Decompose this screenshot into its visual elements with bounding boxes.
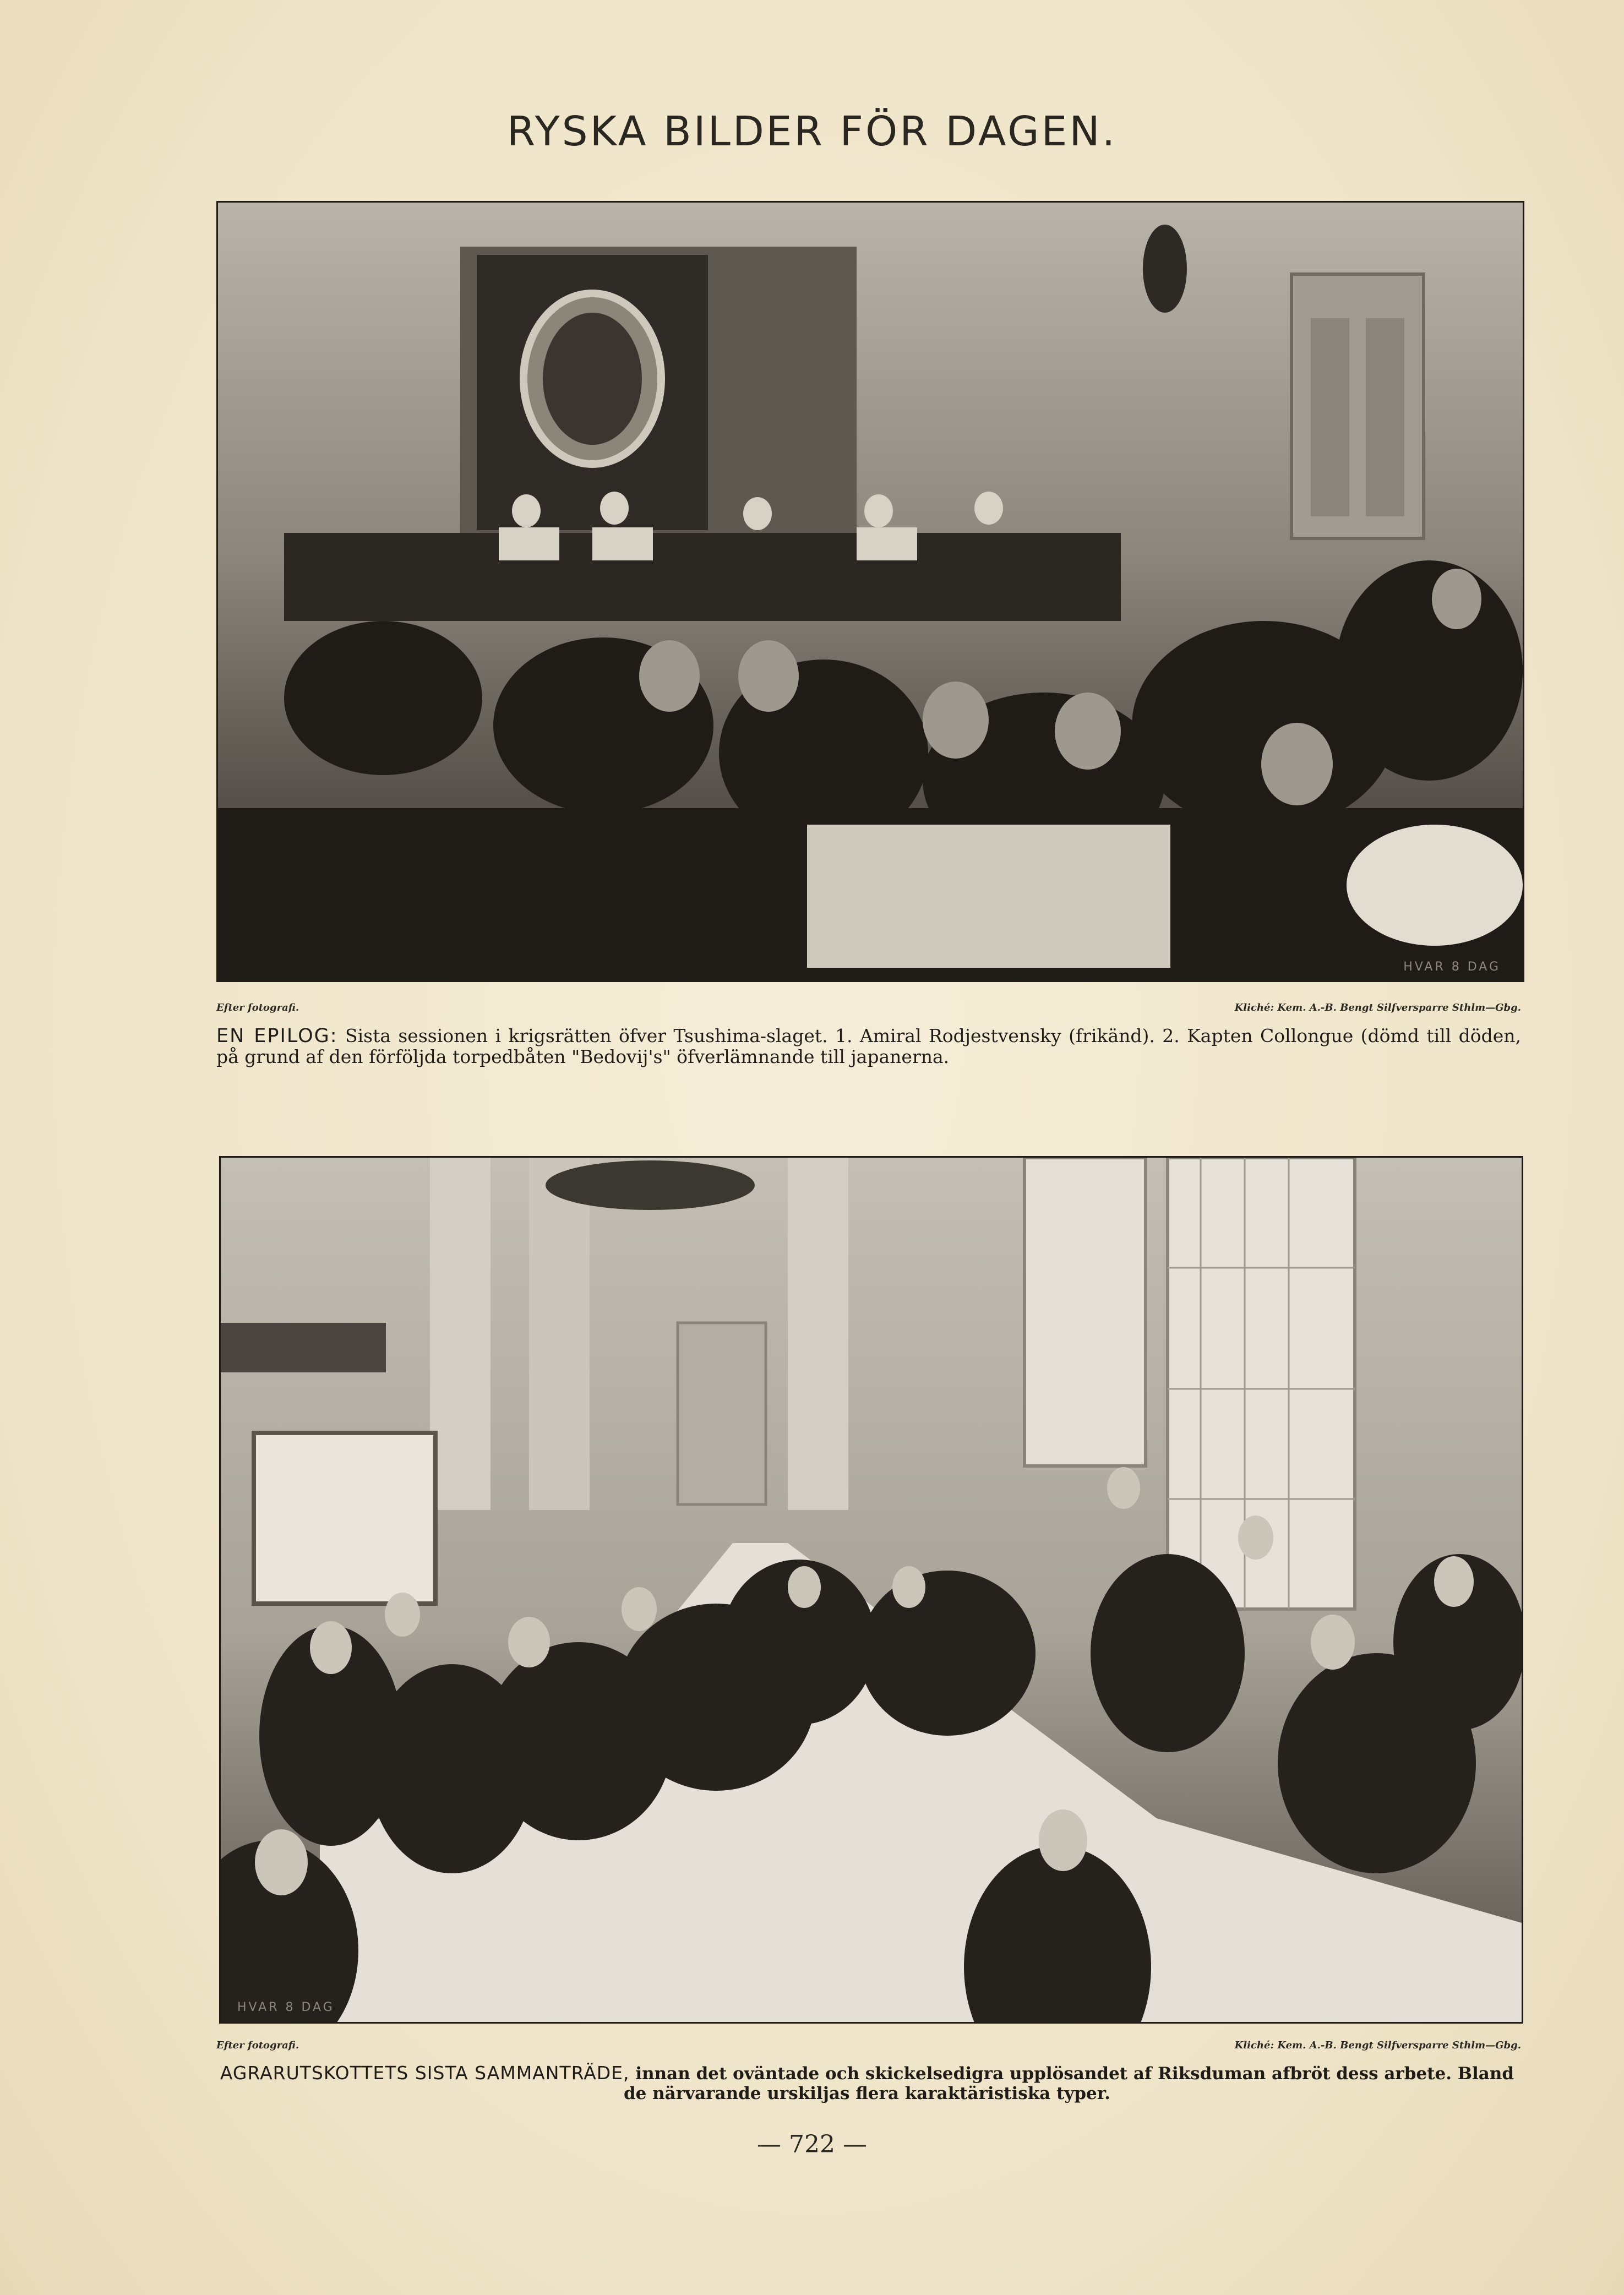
- courtroom-photo: [216, 201, 1524, 982]
- page-number: — 722 —: [757, 2130, 867, 2158]
- photo2-credit-right: Kliché: Kem. A.-B. Bengt Silfversparre Sthlm—Gbg.: [1234, 2040, 1521, 2051]
- photo1-caption-label: EN EPILOG:: [216, 1025, 338, 1047]
- photo1-caption-text: Sista sessionen i krigsrätten öfver Tsushima-slaget. 1. Amiral Rodjestvensky (frikänd). 2. Kapten Collongue (dömd till döden, på grund af den förföljda torpedbåten "Bedovij's" öfverlämnande till japanerna.: [216, 1025, 1522, 1067]
- photo2-caption-text: innan det oväntade och skickelsedigra upplösandet af Riksduman afbröt dess arbete. Bland de närvarande urskiljas flera karaktäristiska typer.: [623, 2064, 1514, 2103]
- photo2-caption-label: AGRARUTSKOTTETS SISTA SAMMANTRÄDE,: [220, 2062, 630, 2084]
- page-title: RYSKA BILDER FÖR DAGEN.: [506, 108, 1118, 155]
- committee-watermark: HVAR 8 DAG: [237, 2000, 335, 2014]
- committee-photo: [219, 1156, 1523, 2024]
- courtroom-watermark: HVAR 8 DAG: [1403, 960, 1501, 974]
- photo1-caption: [216, 1026, 1521, 1067]
- courtroom-photo-image: [218, 203, 1523, 980]
- photo1-credit-left: Efter fotografi.: [216, 1002, 299, 1013]
- photo2-caption: [209, 2063, 1525, 2103]
- photo1-credit-right: Kliché: Kem. A.-B. Bengt Silfversparre Sthlm—Gbg.: [1234, 1002, 1521, 1013]
- committee-photo-image: [221, 1158, 1522, 2022]
- photo2-credit-left: Efter fotografi.: [216, 2040, 299, 2051]
